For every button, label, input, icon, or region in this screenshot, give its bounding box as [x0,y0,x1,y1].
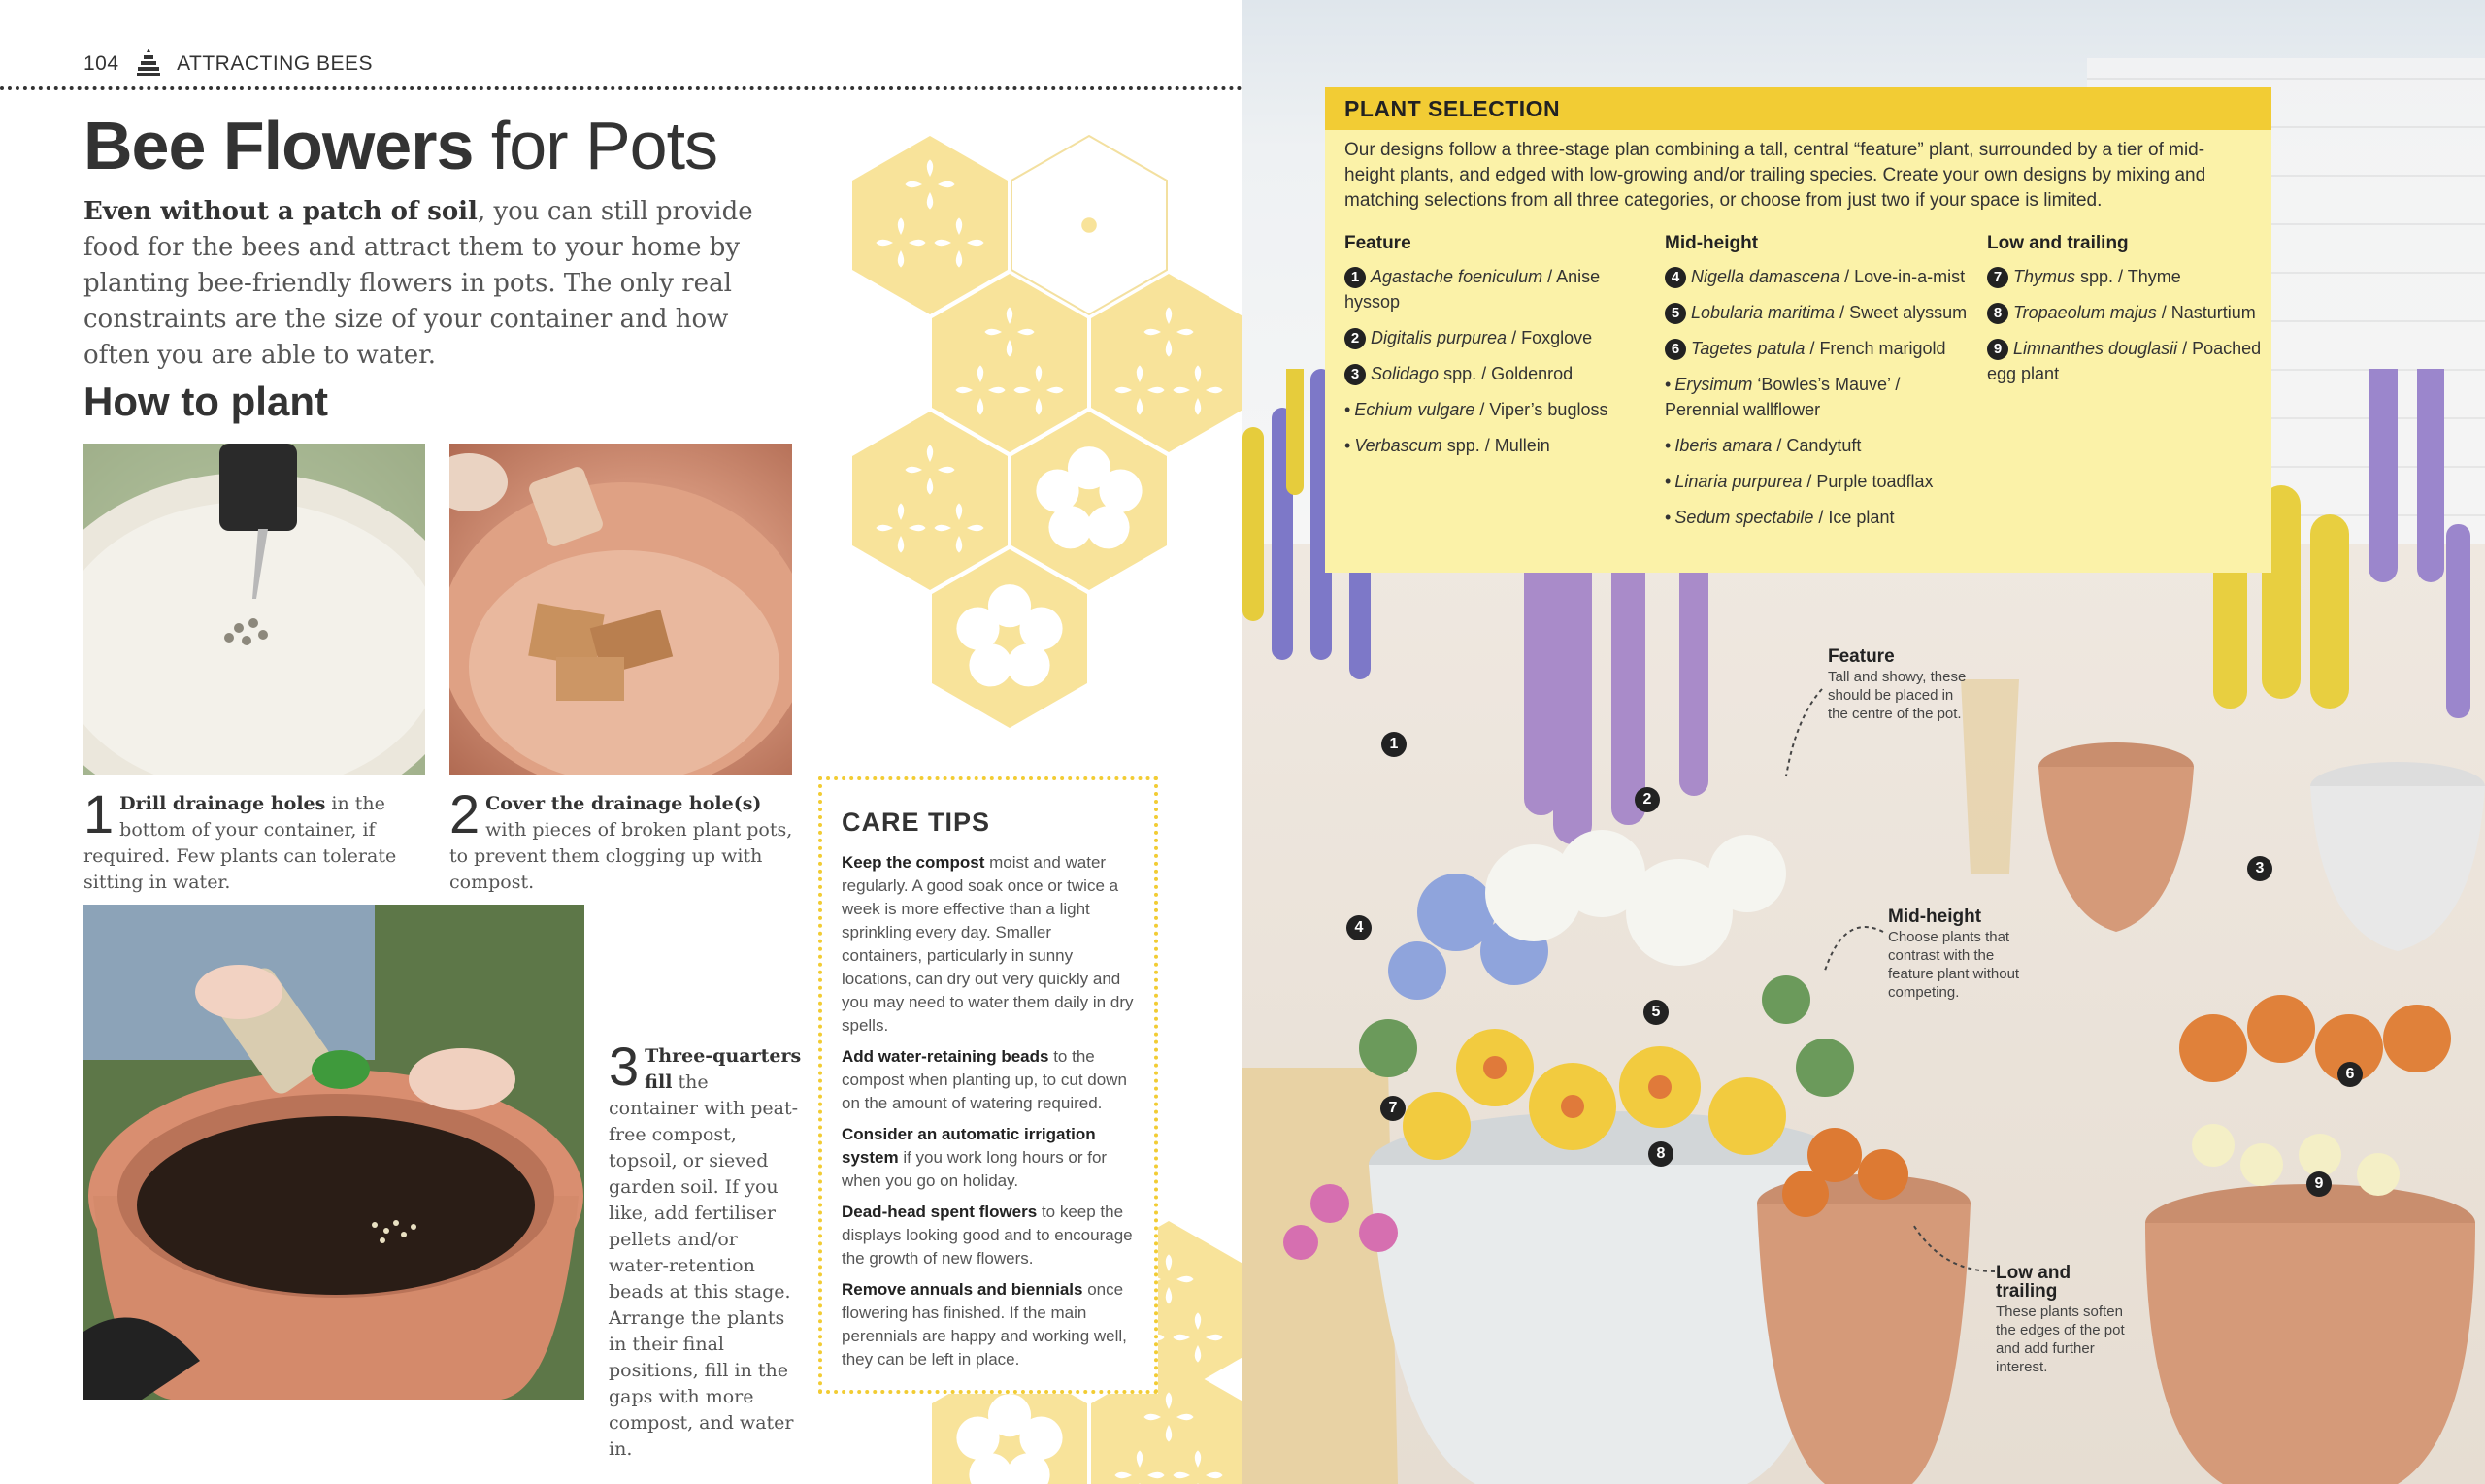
step-3-bold: Three-quarters fill [645,1045,802,1093]
plant-item [1344,397,1655,422]
column-heading: Feature [1344,233,1411,253]
care-tip [842,1123,1135,1193]
care-tip-text: to keep the displays looking good and to encourage the growth of new flowers. [842,1203,1133,1268]
care-tip-text: moist and water regularly. A good soak once or twice a week is more effective than a light sprinkling every day. Smaller containers, particularly in sunny locations, can dry out very quickly and you may need to water them daily in dry spells. [842,853,1134,1035]
plant-item [1665,300,1975,325]
care-tip-text: to the compost when planting up, to cut down on the amount of watering required. [842,1047,1127,1112]
how-to-plant-heading: How to plant [83,379,328,424]
plant-item [1665,505,1975,530]
latin-name: Solidago [1371,364,1440,383]
plant-item [1987,336,2269,386]
marker-9: 9 [2306,1171,2332,1197]
annotation-text: These plants soften the edges of the pot and add further interest. [1996,1303,2125,1375]
column-heading: Mid-height [1665,233,1759,253]
common-name: / Candytuft [1772,436,1862,455]
latin-name: Verbascum [1354,436,1442,455]
care-tips-box [818,776,1158,1394]
annotation-title: Mid-height [1888,907,1982,927]
common-name: / Viper’s bugloss [1474,400,1608,419]
marker-5: 5 [1643,1000,1669,1025]
care-tip [842,1201,1135,1270]
step-3 [609,1036,803,1463]
common-name: / Anise hyssop [1344,267,1601,312]
care-tip-bold: Consider an automatic irrigation system [842,1125,1096,1167]
number-badge: 9 [1987,339,2008,360]
annotation-text: Choose plants that contrast with the feature plant without competing. [1888,929,2020,1001]
plant-item [1344,361,1655,386]
common-name: spp. / Goldenrod [1439,364,1574,383]
latin-name: Echium vulgare [1354,400,1475,419]
number-badge: 8 [1987,303,2008,324]
care-tip [842,1278,1135,1371]
annotation-title: Low and trailing [1996,1263,2071,1302]
step-2-number: 2 [449,783,480,844]
latin-name: Tagetes patula [1691,339,1806,358]
step-3-number: 3 [609,1036,640,1097]
number-badge: 4 [1665,267,1686,288]
plant-item [1665,433,1975,458]
column-heading: Low and trailing [1987,233,2129,253]
page-title [83,107,717,184]
common-name: / Nasturtium [2156,303,2256,322]
number-badge: 7 [1987,267,2008,288]
intro-text: , you can still provide food for the bees and attract them to your home by planting bee-friendly flowers in pots. The only real constraints are the size of your container and how often you are able to water. [83,197,753,370]
latin-name: Agastache foeniculum [1371,267,1543,286]
common-name: / Love-in-a-mist [1839,267,1966,286]
plant-item [1344,325,1655,350]
care-tips-title: CARE TIPS [842,808,991,837]
common-name: / Purple toadflax [1802,472,1934,491]
column-feature [1344,231,1655,469]
common-name: / Poached egg plant [1987,339,2262,383]
running-head [83,49,373,76]
annotation-text: Tall and showy, these should be placed in the centre of the pot. [1828,669,1967,722]
title-light: for Pots [490,108,718,183]
step-3-text: the container with peat-free compost, topsoil, or sieved garden soil. If you like, add fertiliser pellets and/or water-retention beads at this stage. Arrange the plants in their final positions, fill in the gaps with more compost, and water in. [609,1072,799,1460]
number-badge: 1 [1344,267,1366,288]
plant-selection-description: Our designs follow a three-stage plan combining a tall, central “feature” plant, surrounded by a tier of mid-height plants, and edged with low-growing and/or trailing species. Create your own designs by mixing and matching selections from all three categories, or choose from just two if your space is limited. [1344,140,2206,211]
care-tip-text: if you work long hours or for when you go on holiday. [842,1148,1108,1190]
marker-1: 1 [1381,732,1407,757]
page-number: 104 [83,52,119,75]
latin-name: Lobularia maritima [1691,303,1836,322]
latin-name: Erysimum [1674,375,1753,394]
care-tip-bold: Add water-retaining beads [842,1047,1049,1066]
plant-item [1987,264,2269,289]
beehive-icon [137,49,160,76]
marker-6: 6 [2337,1062,2363,1087]
step-2 [449,783,799,896]
title-bold: Bee Flowers [83,108,474,183]
marker-7: 7 [1380,1096,1406,1121]
number-badge: 6 [1665,339,1686,360]
latin-name: Limnanthes douglasii [2013,339,2178,358]
plant-item [1987,300,2269,325]
latin-name: Nigella damascena [1691,267,1840,286]
care-tip [842,851,1135,1038]
intro-paragraph [83,194,792,374]
marker-4: 4 [1346,915,1372,940]
care-tip-bold: Keep the compost [842,853,985,872]
annotation-title: Feature [1828,646,1895,667]
annotation-mid-height [1888,907,2024,1002]
plant-item [1665,372,1975,422]
marker-8: 8 [1648,1141,1673,1167]
step-2-bold: Cover the drainage hole(s) [485,793,762,814]
step-1-text: in the bottom of your container, if required. Few plants can tolerate sitting in water. [83,793,397,893]
bullet-icon: • [1665,472,1672,491]
bullet-icon: • [1665,375,1672,394]
bullet-icon: • [1665,436,1672,455]
latin-name: Iberis amara [1674,436,1773,455]
dotted-rule [0,86,1242,90]
section-title: ATTRACTING BEES [177,52,374,75]
number-badge: 5 [1665,303,1686,324]
latin-name: Tropaeolum majus [2013,303,2157,322]
column-low-trailing [1987,231,2269,397]
number-badge: 2 [1344,328,1366,349]
bullet-icon: • [1344,400,1351,419]
latin-name: Linaria purpurea [1674,472,1803,491]
care-tip-bold: Remove annuals and biennials [842,1280,1083,1299]
common-name: ‘Bowles’s Mauve’ / Perennial wallflower [1665,375,1901,419]
care-tip-bold: Dead-head spent flowers [842,1203,1038,1221]
number-badge: 3 [1344,364,1366,385]
latin-name: Thymus [2013,267,2076,286]
plant-selection-title: PLANT SELECTION [1325,87,2271,130]
intro-lead: Even without a patch of soil [83,197,478,226]
crocks-photo [449,444,792,775]
latin-name: Sedum spectabile [1674,508,1814,527]
left-page [0,0,1242,1484]
marker-2: 2 [1635,787,1660,812]
common-name: spp. / Mullein [1441,436,1550,455]
plant-item [1344,433,1655,458]
column-mid-height [1665,231,1975,541]
bullet-icon: • [1665,508,1672,527]
drill-photo [83,444,425,775]
common-name: / French marigold [1805,339,1946,358]
plant-item [1665,336,1975,361]
plant-item [1665,264,1975,289]
plant-item [1344,264,1655,314]
common-name: spp. / Thyme [2075,267,2181,286]
step-1-bold: Drill drainage holes [119,793,326,814]
step-1 [83,783,423,896]
latin-name: Digitalis purpurea [1371,328,1508,347]
step-2-text: with pieces of broken plant pots, to prevent them clogging up with compost. [449,819,793,893]
step-1-number: 1 [83,783,115,844]
common-name: / Ice plant [1813,508,1895,527]
bullet-icon: • [1344,436,1351,455]
annotation-feature [1828,647,1973,723]
marker-3: 3 [2247,856,2272,881]
filling-pot-photo [83,905,584,1400]
care-tip-text: once flowering has finished. If the main perennials are happy and working well, they can be left in place. [842,1280,1127,1369]
annotation-low-trailing [1996,1264,2132,1376]
common-name: / Sweet alyssum [1835,303,1968,322]
plant-item [1665,469,1975,494]
care-tip [842,1045,1135,1115]
common-name: / Foxglove [1507,328,1593,347]
plant-selection-panel [1325,87,2271,573]
